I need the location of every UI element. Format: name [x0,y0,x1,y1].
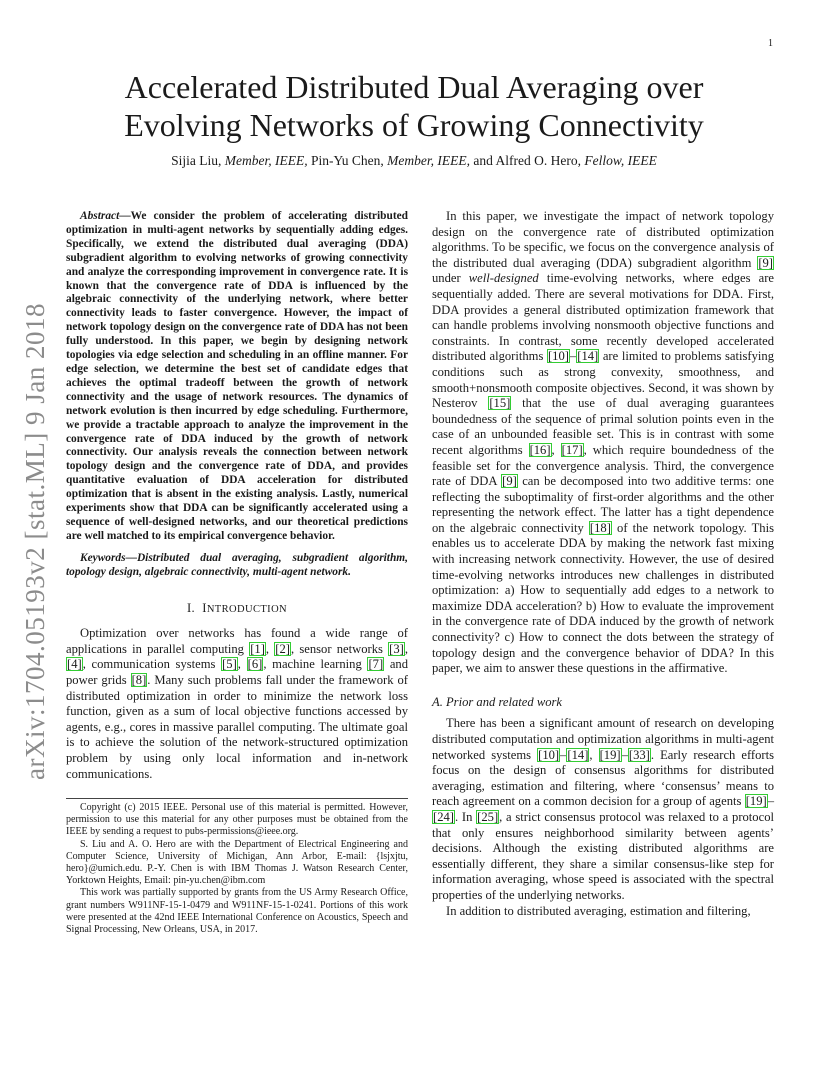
left-column [66,210,408,782]
citation-link[interactable]: [5] [222,657,237,672]
citation-link[interactable]: [19] [599,747,621,762]
author-name: Sijia Liu, [171,153,222,168]
footnotes [66,798,408,936]
abstract-lead: Abstract [80,210,120,222]
citation-link[interactable]: [10] [547,349,569,364]
footnote-copyright: Copyright (c) 2015 IEEE. Personal use of this material is permitted. However, permission to use this material for any other purposes must be obtained from the IEEE by sending a request to pubs-permissions@ieee.org. [66,802,408,838]
author-name: and Alfred O. Hero, [473,153,581,168]
citation-link[interactable]: [3] [389,641,404,656]
citation-link[interactable]: [33] [628,747,650,762]
citation-link[interactable]: [1] [250,641,265,656]
citation-link[interactable]: [10] [538,747,560,762]
page-number: 1 [768,38,773,49]
author-role: Fellow, IEEE [584,153,657,168]
citation-link[interactable]: [2] [275,641,290,656]
citation-link[interactable]: [19] [745,794,767,809]
citation-link[interactable]: [25] [477,809,499,824]
author-name: Pin-Yu Chen, [311,153,384,168]
citation-link[interactable]: [24] [433,809,454,824]
footnote-funding: This work was partially supported by grants from the US Army Research Office, grant numbers W911NF-15-1-0479 and W911NF-15-1-0241. Portions of this work were presented at the 42nd IEEE International Conference on Acoustics, Speech and Signal Processing, New Orleans, USA, in 2017. [66,887,408,936]
footnote-affiliations: S. Liu and A. O. Hero are with the Department of Electrical Engineering and Computer Science, University of Michigan, Ann Arbor, E-mail: {lsjxjtu, hero}@umich.edu. P.-Y. Chen is with IBM Thomas J. Watson Research Center, Yorktown Heights, Email: pin-yu.chen@ibm.com [66,838,408,887]
title-line-1: Accelerated Distributed Dual Averaging over [124,69,704,105]
section-title-initial: I [202,600,207,615]
keywords: Keywords—Distributed dual averaging, subgradient algorithm, topology design, algebraic connectivity, multi-agent network. [66,551,408,578]
body-paragraph: In addition to distributed averaging, estimation and filtering, [446,903,751,918]
subsection-heading: A. Prior and related work [432,694,563,709]
citation-link[interactable]: [14] [567,747,589,762]
paper-title [40,68,788,144]
citation-link[interactable]: [14] [577,349,599,364]
author-role: Member, IEEE, [224,153,308,168]
section-title-rest: NTRODUCTION [206,603,288,615]
citation-link[interactable]: [17] [561,442,583,457]
author-role: Member, IEEE, [387,153,471,168]
intro-paragraph: Optimization over networks has found a wide range of applications in parallel computing [1], [2], sensor networks [3], [4], communication systems [5], [6], machine learning [7] and power grids [8]. Many such problems fall under the framework of distributed optimization in order to minimize the network loss function, given as a sum of local objective functions accessed by agents, e.g., cores in massive parallel computing. The ultimate goal is to achieve the solution of the network-structured optimization problem by using only local information and in-network communications. [66,626,409,781]
section-heading-introduction [66,601,408,618]
citation-link[interactable]: [9] [758,255,773,270]
citation-link[interactable]: [9] [502,474,517,489]
citation-link[interactable]: [7] [368,657,384,672]
title-line-2: Evolving Networks of Growing Connectivity [124,107,704,143]
citation-link[interactable]: [6] [247,657,263,672]
right-column [432,209,774,919]
citation-link[interactable]: [18] [589,520,611,535]
citation-link[interactable]: [8] [131,672,147,687]
citation-link[interactable]: [4] [67,657,82,672]
author-list [40,152,788,170]
emphasis: well-designed [468,271,539,286]
abstract [66,210,408,544]
abstract-text: —We consider the problem of accelerating distributed optimization in multi-agent networks by sequentially adding edges. Specifically, we extend the distributed dual averaging (DDA) subgradient algorithm to evolving networks of growing connectivity and analyze the corresponding improvement in convergence rate. It is known that the convergence rate of DDA is influenced by the algebraic connectivity of the underlying network, where better connectivity leads to faster convergence. However, the impact of network topology design on the convergence rate of DDA has not been fully understood. In this paper, we begin by designing network topologies via edge selection and scheduling in an offline manner. For edge selection, we determine the best set of candidate edges that achieves the optimal tradeoff between the growth of network connectivity and the usage of network resources. The dynamics of network evolution is then incurred by edge scheduling. Furthermore, we provide a tractable approach to analyze the improvement in the convergence rate of DDA induced by the growth of network connectivity. Our analysis reveals the connection between network topology design and the convergence rate of DDA, and provides quantitative evaluation of DDA acceleration for distributed optimization that is absent in the existing analysis. Lastly, numerical experiments show that DDA can be significantly accelerated using a sequence of well-designed networks, and our theoretical predictions are well matched to its empirical convergence behavior. [66,210,408,542]
body-paragraph: In this paper, we investigate the impact of network topology design on the convergence rate of distributed optimization algorithms. To be specific, we focus on the convergence analysis of the distributed dual averaging (DDA) subgradient algorithm [9] under well-designed time-evolving networks, where edges are sequentially added. There are several motivations for DDA. First, DDA provides a general distributed optimization framework that can handle problems involving nonsmooth objective functions and constraints. In contrast, some recently developed accelerated distributed algorithms [10]–[14] are limited to problems satisfying conditions such as strong convexity, smoothness, and smooth+nonsmooth composite objectives. Second, it was shown by Nesterov [15] that the use of dual averaging guarantees boundedness of the sequence of primal solution points even in the case of an unbounded feasible set. This is in contrast with some recent algorithms [16], [17], which require boundedness of the feasible set for the convergence analysis. Third, the convergence rate of DDA [9] can be decomposed into two additive terms: one reflecting the suboptimality of first-order algorithms and the other representing the network effect. The latter has a tight dependence on the algebraic connectivity [18] of the network topology. This enables us to accelerate DDA by making the network fast mixing with increasing network connectivity. However, the use of desired time-evolving networks introduces new challenges in distributed optimization: a) How to sequentially add edges to a network to maximize DDA acceleration? b) How to evaluate the improvement in the convergence rate of DDA induced by the growth of network connectivity? c) How to connect the dots between the strategy of topology design and the convergence behavior of DDA? In this paper, we aim to answer these questions in the affirmative. [432,209,775,676]
body-paragraph: There has been a significant amount of research on developing distributed computation and optimization algorithms in multi-agent networked systems [10]–[14], [19]–[33]. Early research efforts focus on the design of consensus algorithms for distributed averaging, estimation and filtering, where ‘consensus’ means to reach agreement on a common decision for a group of agents [19]–[24]. In [25], a strict consensus protocol was relaxed to a protocol that only ensures neighborhood similarity between agents’ decisions. Although the existing distributed algorithms are essentially different, they share a similar consensus-like step for information averaging, whose speed is associated with the spectral properties of the underlying networks. [432,716,775,902]
citation-link[interactable]: [15] [489,396,511,411]
section-numeral: I. [186,600,196,615]
arxiv-stamp: arXiv:1704.05193v2 [stat.ML] 9 Jan 2018 [20,303,50,780]
citation-link[interactable]: [16] [529,442,551,457]
